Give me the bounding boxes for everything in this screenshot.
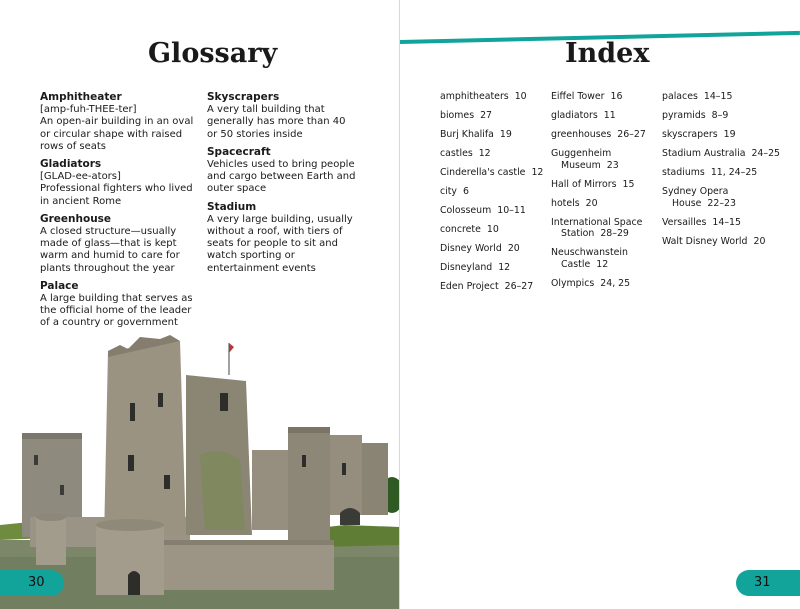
index-entry	[440, 224, 548, 236]
glossary-entry	[207, 146, 357, 196]
index-entry	[440, 167, 548, 179]
index-entry	[662, 148, 782, 160]
right-page	[400, 0, 800, 609]
glossary-definition: Professional fighters who lived in ancient Rome	[40, 183, 193, 207]
index-pages: 10–11	[497, 205, 526, 216]
glossary-entry	[40, 280, 200, 330]
index-term: city	[440, 186, 457, 197]
index-term: Disney World	[440, 243, 502, 254]
index-pages: 20	[507, 243, 520, 254]
index-entry	[440, 186, 548, 198]
index-entry	[662, 186, 782, 209]
index-entry	[551, 198, 659, 210]
index-pages: 26–27	[504, 281, 534, 292]
index-pages: 20	[585, 197, 598, 209]
index-term: skyscrapers	[662, 129, 718, 140]
index-entry	[662, 129, 782, 141]
glossary-entry	[40, 158, 200, 208]
glossary-pronunciation: [GLAD-ee-ators]	[40, 171, 121, 183]
index-term: castles	[440, 148, 473, 159]
index-pages: 12	[478, 148, 491, 159]
glossary-definition: Vehicles used to bring people and cargo between Earth and outer space	[207, 159, 356, 195]
index-entry	[662, 91, 782, 103]
index-term: Disneyland	[440, 262, 493, 273]
index-pages: 26–27	[617, 129, 646, 140]
index-pages: 24, 25	[600, 277, 631, 289]
glossary-entry	[40, 91, 200, 153]
glossary-term: Skyscrapers	[207, 91, 280, 103]
glossary-pronunciation: [amp-fuh-THEE-ter]	[40, 104, 137, 116]
index-pages: 19	[499, 129, 512, 140]
index-pages: 11	[603, 110, 616, 121]
index-entry	[440, 91, 548, 103]
index-term: Stadium Australia	[662, 148, 746, 159]
index-column-2	[551, 91, 659, 297]
index-term: biomes	[440, 110, 475, 121]
glossary-definition: A closed structure—usually made of glass—that is kept warm and humid to care for plants throughout the year	[40, 226, 180, 274]
index-entry	[440, 110, 548, 122]
glossary-definition: An open-air building in an oval or circular shape with raised rows of seats	[40, 116, 194, 152]
index-pages: 11, 24–25	[710, 167, 758, 178]
index-column-3	[662, 91, 782, 255]
index-title: Index	[565, 38, 650, 69]
index-entry	[551, 179, 659, 191]
index-pages: 28–29	[600, 228, 629, 239]
index-entry	[551, 148, 659, 171]
index-term: amphitheaters	[440, 91, 509, 102]
index-term: hotels	[551, 197, 580, 209]
index-pages: 23	[606, 159, 619, 171]
index-term: Walt Disney World	[662, 235, 748, 247]
index-term: pyramids	[662, 110, 706, 121]
glossary-term: Spacecraft	[207, 145, 271, 158]
glossary-entry	[207, 91, 357, 141]
glossary-term: Gladiators	[40, 158, 102, 171]
page-number-right: 31	[736, 570, 800, 596]
index-pages: 16	[610, 91, 623, 102]
index-pages: 22–23	[707, 197, 736, 209]
index-entry	[440, 205, 548, 217]
index-term: Olympics	[551, 277, 595, 289]
index-pages: 6	[462, 186, 469, 197]
index-pages: 12	[531, 167, 544, 178]
index-term: Eden Project	[440, 281, 499, 292]
index-pages: 15	[622, 178, 635, 190]
index-entry	[440, 243, 548, 255]
index-pages: 14–15	[712, 216, 741, 228]
index-entry	[440, 129, 548, 141]
glossary-definition: A large building that serves as the official home of the leader of a country or government	[40, 293, 193, 329]
index-term: Eiffel Tower	[551, 91, 605, 102]
index-term: Burj Khalifa	[440, 129, 494, 140]
index-entry	[551, 110, 659, 122]
glossary-title: Glossary	[148, 38, 278, 69]
glossary-entry	[207, 201, 357, 275]
index-entry	[551, 247, 659, 270]
index-entry	[440, 281, 548, 293]
glossary-definition: A very large building, usually without a roof, with tiers of seats for people to sit and watch sporting or entertainment events	[207, 213, 353, 274]
index-term: concrete	[440, 224, 481, 235]
index-term: greenhouses	[551, 129, 612, 140]
index-entry	[440, 148, 548, 160]
index-entry	[662, 236, 782, 248]
index-entry	[662, 217, 782, 229]
index-entry	[551, 129, 659, 141]
index-term: Cinderella's castle	[440, 167, 526, 178]
index-pages: 8–9	[711, 110, 729, 121]
index-term: stadiums	[662, 167, 705, 178]
index-entry	[662, 110, 782, 122]
index-term: Neuschwanstein Castle	[551, 247, 628, 270]
glossary-term: Amphitheater	[40, 91, 122, 103]
index-entry	[551, 278, 659, 290]
index-pages: 27	[480, 110, 493, 121]
index-pages: 24–25	[751, 148, 780, 159]
index-term: Sydney Opera House	[662, 186, 729, 209]
glossary-column-right	[207, 91, 357, 280]
index-pages: 20	[753, 235, 766, 247]
page-number-left: 30	[0, 570, 64, 596]
index-entry	[551, 91, 659, 103]
index-pages: 19	[723, 129, 736, 140]
index-pages: 10	[486, 224, 499, 235]
glossary-definition: A very tall building that generally has more than 40 or 50 stories inside	[207, 104, 346, 140]
index-entry	[662, 167, 782, 179]
glossary-term: Stadium	[207, 200, 257, 213]
index-pages: 12	[498, 262, 511, 273]
index-term: Guggenheim Museum	[551, 148, 612, 171]
index-term: gladiators	[551, 110, 598, 121]
index-term: Colosseum	[440, 205, 492, 216]
glossary-term: Greenhouse	[40, 212, 112, 225]
glossary-term: Palace	[40, 279, 79, 292]
index-column-1	[440, 91, 548, 300]
index-term: International Space Station	[551, 216, 643, 239]
index-pages: 10	[514, 91, 527, 102]
index-entry	[440, 262, 548, 274]
index-term: palaces	[662, 91, 698, 102]
index-entry	[551, 217, 659, 240]
index-pages: 12	[596, 258, 609, 270]
index-term: Versailles	[662, 216, 707, 228]
castle-photo	[0, 335, 400, 609]
index-term: Hall of Mirrors	[551, 178, 617, 190]
glossary-entry	[40, 213, 200, 275]
glossary-column-left	[40, 91, 200, 335]
index-pages: 14–15	[703, 91, 733, 102]
